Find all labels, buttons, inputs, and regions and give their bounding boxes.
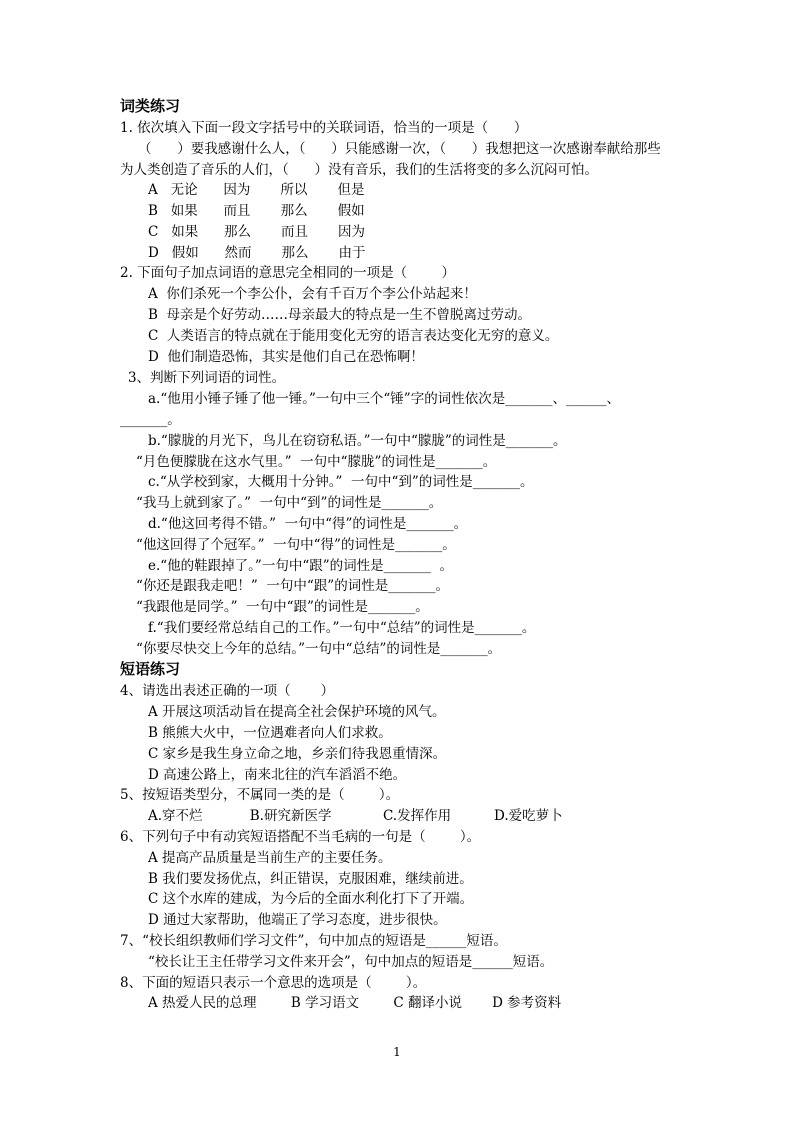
question-1: 1. 依次填入下面一段文字括号中的关联词语，恰当的一项是（ ）: [120, 120, 528, 136]
question-7: 7、“校长组织教师们学习文件”，句中加点的短语是______短语。: [120, 933, 507, 949]
option-d: D 假如 然而 那么 由于: [148, 245, 366, 261]
option-b: B 熊熊大火中，一位遇难者向人们求救。: [148, 725, 392, 741]
question-5: 5、按短语类型分，不属同一类的是（ ）。: [120, 787, 400, 803]
question-3: 3、判断下列词语的词性。: [128, 370, 286, 386]
section-title-phrase: 短语练习: [120, 660, 181, 678]
item-f: f.“我们要经常总结自己的工作。”一句中“总结”的词性是_______。: [148, 620, 536, 636]
question-6: 6、下列句子中有动宾短语搭配不当毛病的一句是（ ）。: [120, 829, 481, 845]
option-c: C 这个水库的建成，为今后的全面水利化打下了开端。: [148, 891, 474, 907]
option-c: C 家乡是我生身立命之地，乡亲们待我恩重情深。: [148, 746, 447, 762]
option-b: B 如果 而且 那么 假如: [148, 203, 365, 219]
question-text: （ ）要我感谢什么人，（ ）只能感谢一次，（ ）我想把这一次感谢奉献给那些: [138, 141, 661, 157]
option-b: B 母亲是个好劳动……母亲最大的特点是一生不曾脱离过劳动。: [148, 307, 532, 323]
item-b2: “月色便朦胧在这水气里。” 一句中“朦胧”的词性是_______。: [136, 454, 497, 470]
question-text: 为人类创造了音乐的人们，（ ）没有音乐，我们的生活将变的多么沉闷可怕。: [120, 162, 598, 178]
options-8: A 热爱人民的总理 B 学习语文 C 翻译小说 D 参考资料: [148, 995, 562, 1011]
option-a: A 无论 因为 所以 但是: [148, 182, 365, 198]
option-d: D 通过大家帮助，他端正了学习态度，进步很快。: [148, 912, 447, 928]
option-b: B 我们要发扬优点，纠正错误，克服困难，继续前进。: [148, 871, 473, 887]
option-a: A 你们杀死一个李公仆，会有千百万个李公仆站起来！: [148, 286, 477, 302]
question-8: 8、下面的短语只表示一个意思的选项是（ ）。: [120, 975, 427, 991]
option-d: D 高速公路上，南来北往的汽车滔滔不绝。: [148, 767, 407, 783]
option-d: D 他们制造恐怖，其实是他们自己在恐怖啊！: [148, 349, 424, 365]
item-d2: “他这回得了个冠军。” 一句中“得”的词性是_______。: [136, 537, 456, 553]
question-4: 4、请选出表述正确的一项（ ）: [120, 683, 335, 699]
option-c: C 人类语言的特点就在于能用变化无穷的语言表达变化无穷的意义。: [148, 328, 559, 344]
item-f2: “你要尽快交上今年的总结。”一句中“总结”的词性是_______。: [136, 641, 502, 657]
item-d: d.“他这回考得不错。” 一句中“得”的词性是_______。: [148, 516, 468, 532]
option-a: A 提高产品质量是当前生产的主要任务。: [148, 850, 392, 866]
item-a-cont: _______。: [120, 412, 181, 428]
page-number: 1: [393, 1045, 401, 1059]
question-7b: “校长让王主任带学习文件来开会”，句中加点的短语是______短语。: [148, 954, 554, 970]
item-b: b.“朦胧的月光下，鸟儿在窃窃私语。”一句中“朦胧”的词性是_______。: [148, 433, 567, 449]
item-e3: “我跟他是同学。” 一句中“跟”的词性是_______。: [136, 599, 429, 615]
option-c: C 如果 那么 而且 因为: [148, 224, 366, 240]
option-a: A 开展这项活动旨在提高全社会保护环境的风气。: [148, 704, 446, 720]
item-e2: “你还是跟我走吧！” 一句中“跟”的词性是_______。: [136, 578, 449, 594]
question-2: 2. 下面句子加点词语的意思完全相同的一项是（ ）: [120, 265, 456, 281]
options-5: A.穿不烂 B.研究新医学 C.发挥作用 D.爱吃萝卜: [148, 808, 563, 824]
item-e: e.“他的鞋跟掉了。”一句中“跟”的词性是_______ 。: [148, 558, 453, 574]
item-c: c.“从学校到家，大概用十分钟。” 一句中“到”的词性是_______。: [148, 474, 534, 490]
item-a: a.“他用小锤子锤了他一锤。”一句中三个“锤”字的词性依次是_______、______、: [148, 391, 620, 407]
item-c2: “我马上就到家了。” 一句中“到”的词性是_______。: [136, 495, 443, 511]
section-title-word-class: 词类练习: [120, 97, 181, 115]
